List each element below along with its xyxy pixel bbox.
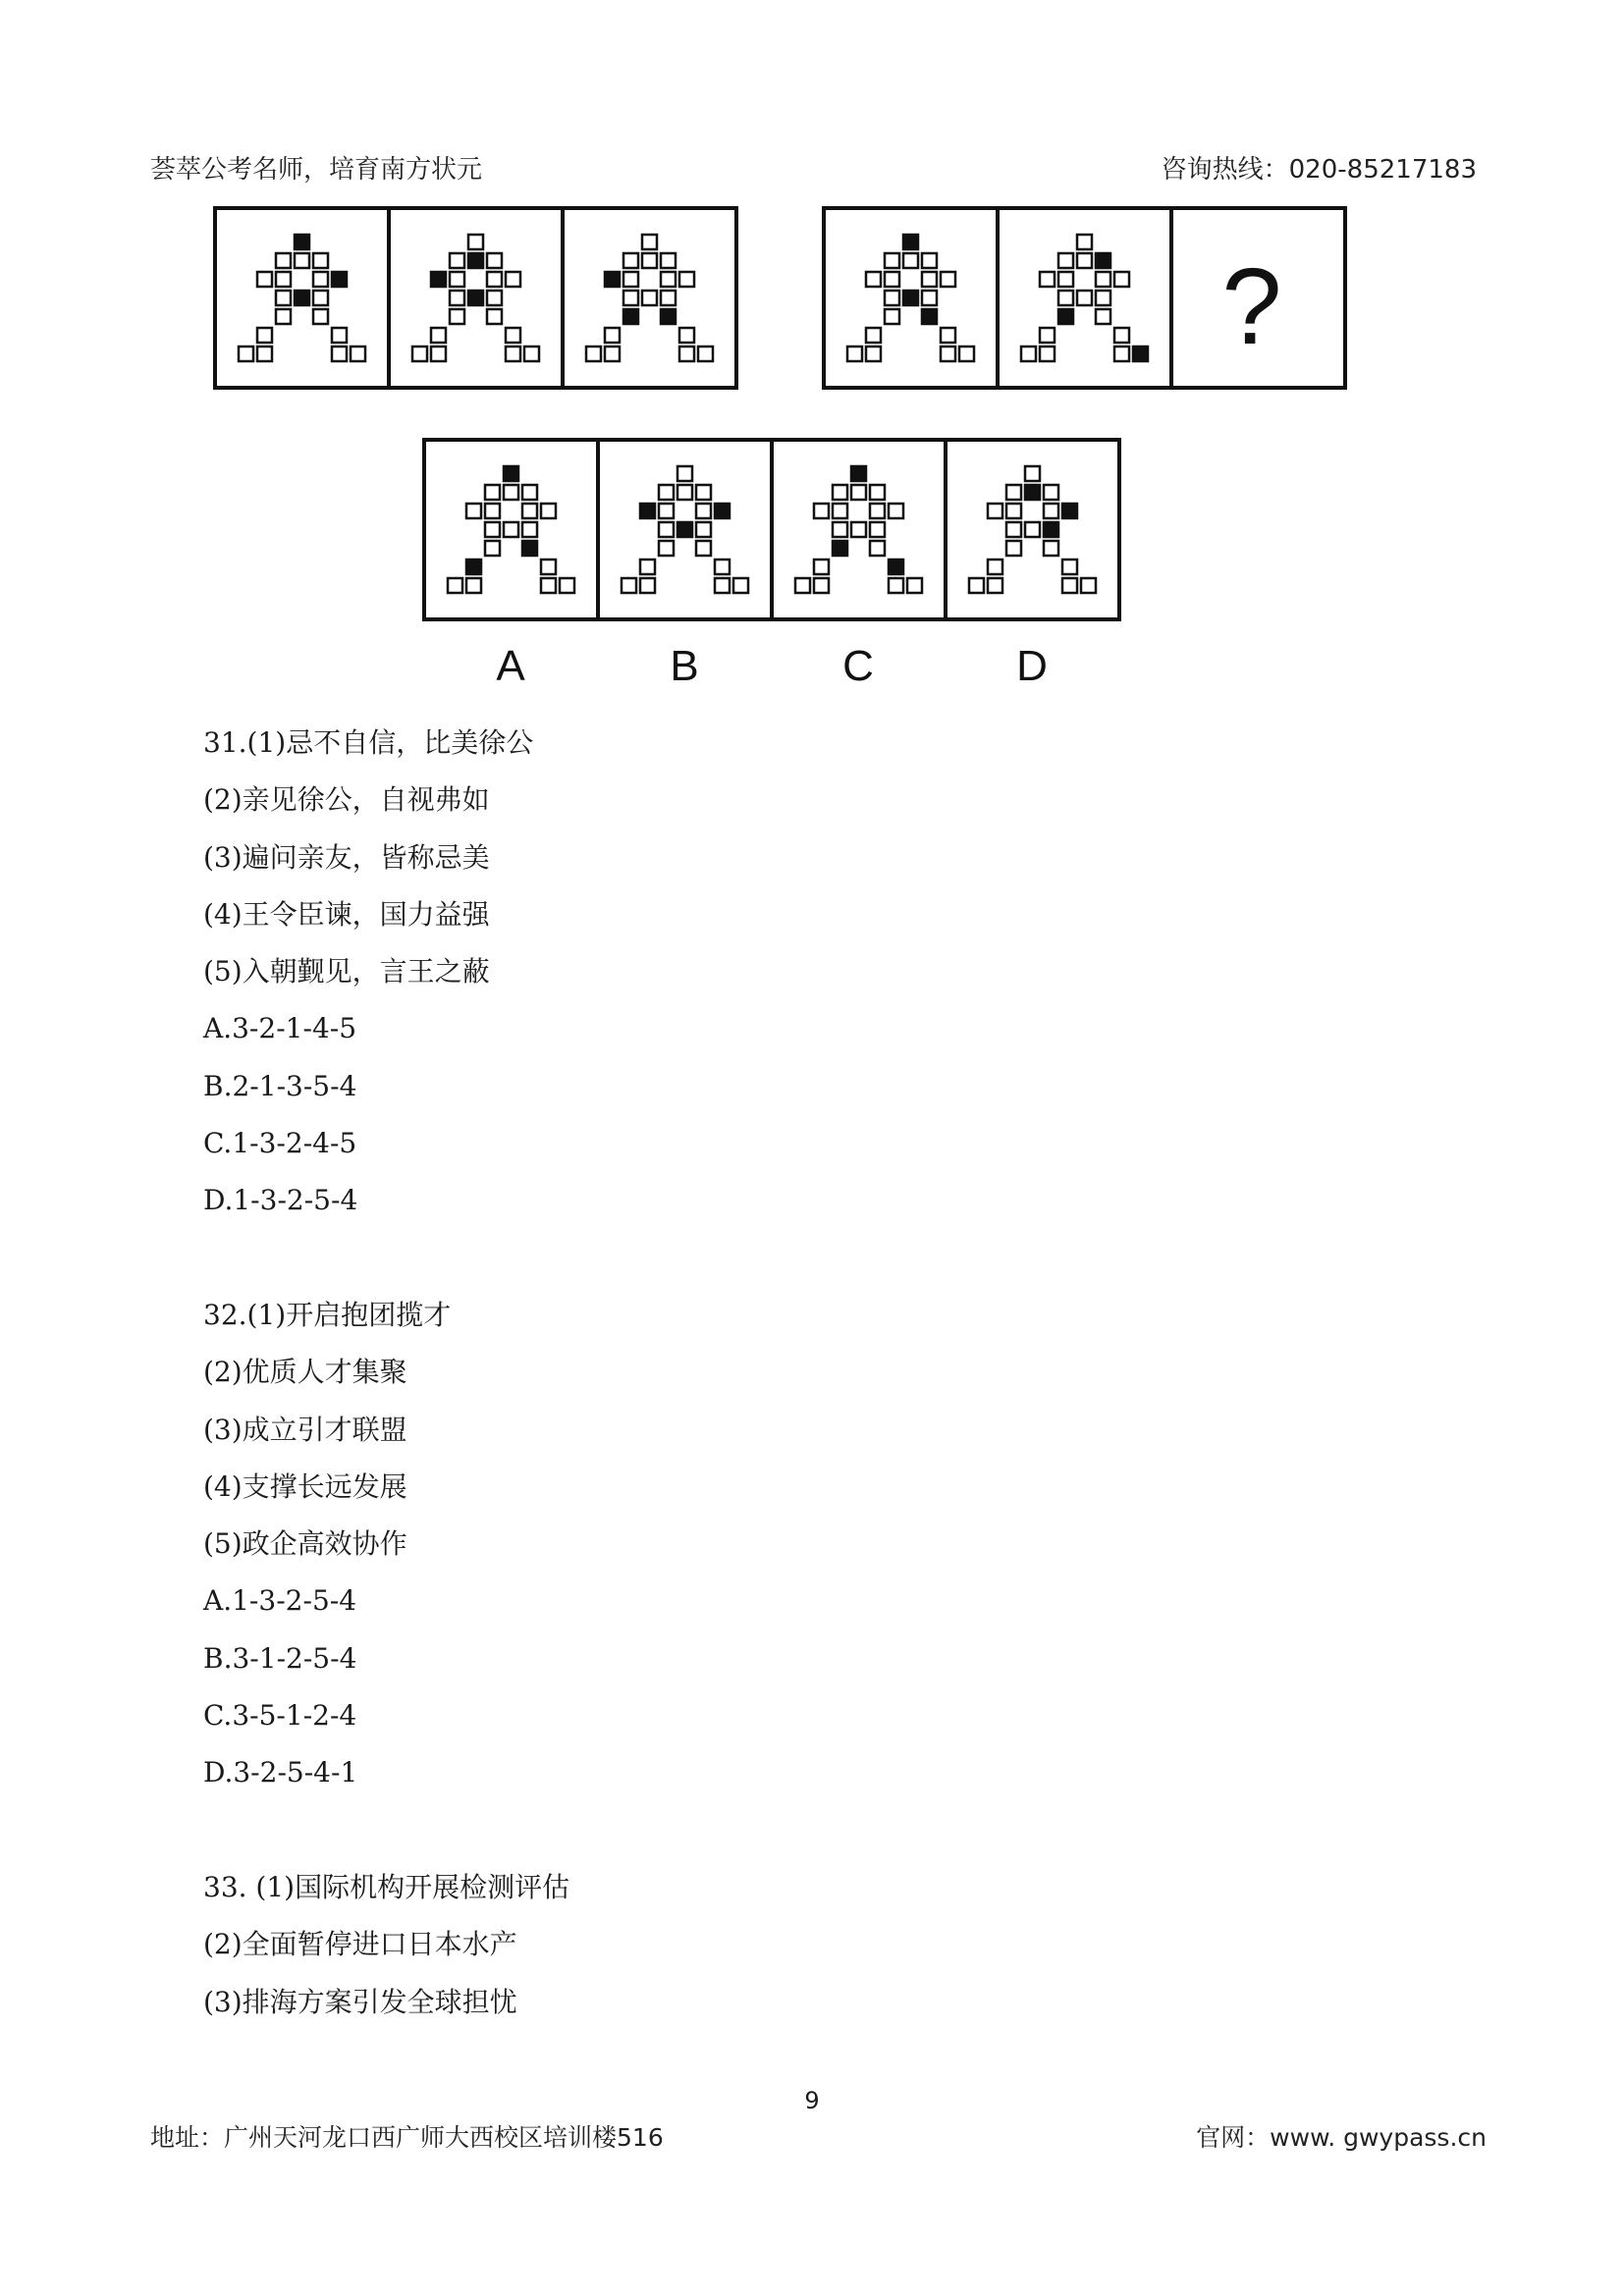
- option-glyph-a: [448, 466, 574, 593]
- white-cell: [466, 504, 481, 518]
- white-cell: [642, 291, 657, 305]
- question-line: (2)亲见徐公，自视弗如: [203, 783, 490, 817]
- page-number: 9: [804, 2087, 820, 2114]
- white-cell: [313, 253, 328, 268]
- white-cell: [276, 253, 291, 268]
- question-32: [203, 1287, 1421, 1802]
- white-cell: [239, 347, 253, 361]
- white-cell: [1044, 485, 1058, 500]
- white-cell: [814, 578, 829, 593]
- white-cell: [541, 504, 556, 518]
- white-cell: [922, 272, 937, 287]
- black-cell: [851, 466, 866, 481]
- white-cell: [885, 291, 899, 305]
- white-cell: [276, 309, 291, 324]
- white-cell: [1114, 272, 1129, 287]
- answer-option: D.1-3-2-5-4: [203, 1184, 358, 1217]
- white-cell: [851, 522, 866, 537]
- white-cell: [661, 291, 676, 305]
- white-cell: [257, 347, 272, 361]
- white-cell: [487, 291, 502, 305]
- white-cell: [450, 272, 464, 287]
- white-cell: [866, 328, 881, 343]
- black-cell: [1044, 522, 1058, 537]
- footer-website: 官网：www. gwypass.cn: [1196, 2123, 1487, 2152]
- white-cell: [640, 560, 655, 574]
- white-cell: [988, 504, 1002, 518]
- white-cell: [332, 347, 347, 361]
- black-cell: [1058, 309, 1073, 324]
- white-cell: [431, 328, 446, 343]
- black-cell: [431, 272, 446, 287]
- black-cell: [833, 541, 847, 556]
- white-cell: [903, 253, 918, 268]
- black-cell: [1062, 504, 1077, 518]
- white-cell: [866, 272, 881, 287]
- white-cell: [696, 504, 711, 518]
- white-cell: [969, 578, 984, 593]
- white-cell: [679, 347, 694, 361]
- question-31: [203, 715, 1421, 1230]
- black-cell: [295, 291, 309, 305]
- figure-reasoning-puzzle: [203, 196, 1357, 699]
- white-cell: [1006, 504, 1021, 518]
- white-cell: [466, 578, 481, 593]
- white-cell: [696, 541, 711, 556]
- white-cell: [715, 560, 730, 574]
- black-cell: [623, 309, 638, 324]
- white-cell: [733, 578, 748, 593]
- white-cell: [541, 578, 556, 593]
- white-cell: [988, 560, 1002, 574]
- white-cell: [847, 347, 862, 361]
- white-cell: [661, 253, 676, 268]
- white-cell: [1058, 291, 1073, 305]
- black-cell: [468, 253, 483, 268]
- white-cell: [1006, 541, 1021, 556]
- white-cell: [885, 309, 899, 324]
- option-group: [424, 440, 1119, 619]
- white-cell: [504, 485, 518, 500]
- white-cell: [870, 522, 885, 537]
- answer-option: C.1-3-2-4-5: [203, 1127, 357, 1160]
- white-cell: [1114, 328, 1129, 343]
- white-cell: [622, 578, 636, 593]
- white-cell: [851, 485, 866, 500]
- black-cell: [661, 309, 676, 324]
- question-line: (4)王令臣谏，国力益强: [203, 897, 490, 931]
- white-cell: [1077, 235, 1092, 249]
- white-cell: [605, 347, 620, 361]
- white-cell: [485, 541, 500, 556]
- white-cell: [814, 560, 829, 574]
- white-cell: [885, 272, 899, 287]
- white-cell: [941, 347, 955, 361]
- white-cell: [1058, 253, 1073, 268]
- white-cell: [522, 485, 537, 500]
- white-cell: [431, 347, 446, 361]
- black-cell: [468, 291, 483, 305]
- answer-option: A.3-2-1-4-5: [203, 1012, 357, 1045]
- white-cell: [485, 504, 500, 518]
- white-cell: [870, 485, 885, 500]
- black-cell: [295, 235, 309, 249]
- white-cell: [677, 466, 692, 481]
- white-cell: [889, 504, 903, 518]
- white-cell: [313, 309, 328, 324]
- white-cell: [661, 272, 676, 287]
- white-cell: [1077, 253, 1092, 268]
- white-cell: [506, 272, 520, 287]
- white-cell: [524, 347, 539, 361]
- black-cell: [1133, 347, 1148, 361]
- white-cell: [623, 272, 638, 287]
- white-cell: [922, 291, 937, 305]
- white-cell: [506, 328, 520, 343]
- white-cell: [1044, 541, 1058, 556]
- white-cell: [522, 504, 537, 518]
- answer-option: A.1-3-2-5-4: [203, 1584, 357, 1618]
- white-cell: [276, 291, 291, 305]
- answer-option: D.3-2-5-4-1: [203, 1756, 358, 1789]
- white-cell: [560, 578, 574, 593]
- white-cell: [814, 504, 829, 518]
- option-label-b: B: [670, 642, 699, 690]
- option-label-c: C: [842, 642, 874, 690]
- white-cell: [1006, 485, 1021, 500]
- white-cell: [907, 578, 922, 593]
- puzzle-glyph-5: [1021, 235, 1148, 361]
- answer-option: B.2-1-3-5-4: [203, 1069, 357, 1102]
- white-cell: [1040, 347, 1055, 361]
- option-label-a: A: [496, 642, 525, 690]
- white-cell: [485, 522, 500, 537]
- question-line: 32.(1)开启抱团揽才: [203, 1298, 452, 1331]
- option-label-d: D: [1016, 642, 1048, 690]
- white-cell: [696, 485, 711, 500]
- question-line: (5)政企高效协作: [203, 1527, 407, 1561]
- white-cell: [1025, 522, 1040, 537]
- answer-option: C.3-5-1-2-4: [203, 1699, 357, 1733]
- question-line: (3)排海方案引发全球担忧: [203, 1985, 517, 2018]
- white-cell: [1006, 522, 1021, 537]
- question-line: (3)成立引才联盟: [203, 1413, 407, 1446]
- white-cell: [257, 328, 272, 343]
- white-cell: [941, 272, 955, 287]
- white-cell: [1096, 309, 1110, 324]
- white-cell: [332, 328, 347, 343]
- white-cell: [870, 504, 885, 518]
- white-cell: [642, 253, 657, 268]
- white-cell: [485, 485, 500, 500]
- white-cell: [866, 347, 881, 361]
- white-cell: [487, 272, 502, 287]
- white-cell: [1044, 504, 1058, 518]
- black-cell: [466, 560, 481, 574]
- white-cell: [959, 347, 974, 361]
- black-cell: [922, 309, 937, 324]
- white-cell: [833, 504, 847, 518]
- white-cell: [468, 235, 483, 249]
- white-cell: [922, 253, 937, 268]
- white-cell: [541, 560, 556, 574]
- white-cell: [870, 541, 885, 556]
- white-cell: [605, 328, 620, 343]
- black-cell: [715, 504, 730, 518]
- white-cell: [450, 291, 464, 305]
- white-cell: [659, 522, 674, 537]
- white-cell: [677, 485, 692, 500]
- white-cell: [506, 347, 520, 361]
- spacer: [203, 1802, 1421, 1859]
- white-cell: [623, 253, 638, 268]
- black-cell: [1096, 253, 1110, 268]
- white-cell: [450, 309, 464, 324]
- option-glyph-d: [969, 466, 1096, 593]
- white-cell: [487, 309, 502, 324]
- white-cell: [504, 522, 518, 537]
- black-cell: [332, 272, 347, 287]
- white-cell: [659, 541, 674, 556]
- white-cell: [351, 347, 365, 361]
- white-cell: [586, 347, 601, 361]
- white-cell: [659, 485, 674, 500]
- white-cell: [696, 522, 711, 537]
- white-cell: [659, 504, 674, 518]
- black-cell: [640, 504, 655, 518]
- puzzle-glyph-3: [586, 235, 713, 361]
- white-cell: [1040, 272, 1055, 287]
- black-cell: [522, 541, 537, 556]
- white-cell: [1096, 272, 1110, 287]
- black-cell: [504, 466, 518, 481]
- white-cell: [1040, 328, 1055, 343]
- question-33: [203, 1859, 1421, 2031]
- question-line: (2)全面暂停进口日本水产: [203, 1928, 517, 1961]
- white-cell: [295, 253, 309, 268]
- option-glyph-b: [622, 466, 748, 593]
- question-line: (5)入朝觐见，言王之蔽: [203, 955, 490, 988]
- black-cell: [903, 291, 918, 305]
- white-cell: [833, 485, 847, 500]
- white-cell: [795, 578, 810, 593]
- sequence-group-1: [215, 208, 736, 388]
- header-slogan: 荟萃公考名师，培育南方状元: [150, 155, 483, 185]
- black-cell: [889, 560, 903, 574]
- white-cell: [642, 235, 657, 249]
- white-cell: [1081, 578, 1096, 593]
- white-cell: [276, 272, 291, 287]
- question-line: 33. (1)国际机构开展检测评估: [203, 1870, 570, 1903]
- white-cell: [450, 253, 464, 268]
- footer-address: 地址：广州天河龙口西广师大西校区培训楼516: [150, 2123, 664, 2152]
- white-cell: [679, 328, 694, 343]
- white-cell: [1021, 347, 1036, 361]
- white-cell: [941, 328, 955, 343]
- white-cell: [1077, 291, 1092, 305]
- white-cell: [1114, 347, 1129, 361]
- white-cell: [833, 522, 847, 537]
- white-cell: [257, 272, 272, 287]
- question-line: (4)支撑长远发展: [203, 1469, 407, 1503]
- white-cell: [640, 578, 655, 593]
- white-cell: [1062, 578, 1077, 593]
- white-cell: [889, 578, 903, 593]
- white-cell: [679, 272, 694, 287]
- question-line: (3)遍问亲友，皆称忌美: [203, 840, 490, 874]
- white-cell: [1058, 272, 1073, 287]
- white-cell: [885, 253, 899, 268]
- header-hotline: 咨询热线：020-85217183: [1161, 155, 1477, 185]
- answer-option: B.3-1-2-5-4: [203, 1641, 357, 1675]
- puzzle-glyph-1: [239, 235, 365, 361]
- white-cell: [313, 272, 328, 287]
- black-cell: [677, 522, 692, 537]
- question-list: [203, 715, 1421, 2031]
- white-cell: [313, 291, 328, 305]
- white-cell: [698, 347, 713, 361]
- puzzle-glyph-2: [412, 235, 539, 361]
- white-cell: [623, 291, 638, 305]
- white-cell: [412, 347, 427, 361]
- white-cell: [1025, 466, 1040, 481]
- option-glyph-c: [795, 466, 922, 593]
- question-mark: ?: [1221, 246, 1282, 367]
- white-cell: [715, 578, 730, 593]
- white-cell: [988, 578, 1002, 593]
- white-cell: [1096, 291, 1110, 305]
- puzzle-glyph-4: [847, 235, 974, 361]
- white-cell: [487, 253, 502, 268]
- white-cell: [1062, 560, 1077, 574]
- black-cell: [605, 272, 620, 287]
- white-cell: [448, 578, 462, 593]
- white-cell: [522, 522, 537, 537]
- black-cell: [903, 235, 918, 249]
- spacer: [203, 1230, 1421, 1287]
- black-cell: [1025, 485, 1040, 500]
- question-line: 31.(1)忌不自信，比美徐公: [203, 726, 534, 759]
- question-line: (2)优质人才集聚: [203, 1356, 407, 1389]
